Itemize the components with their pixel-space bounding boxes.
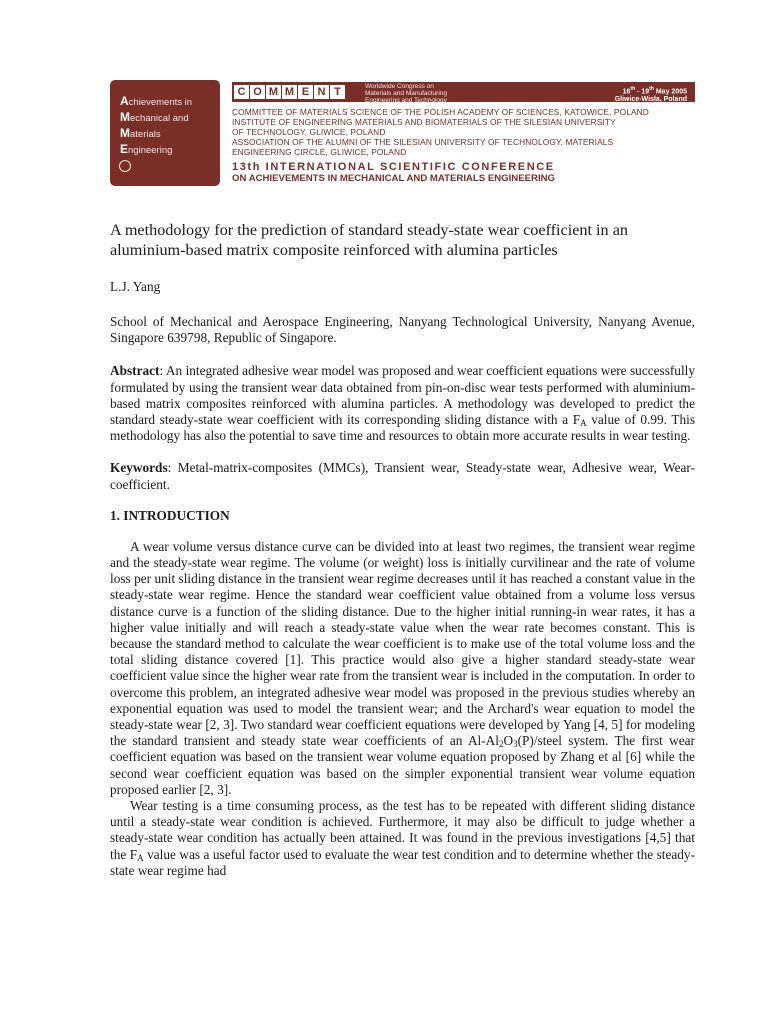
intro-paragraph: Wear testing is a time consuming process, as the test has to be repeated with different sliding distance until a steady-state wear condition is achieved. Furthermore, it may also be difficult to judge whether a steady-state wear condition has actually been attained. It was found in the previous investigations [4,5] that the $F_A$ value was a useful factor used to evaluate the wear test condition and to determine whether the steady-state wear regime had xyxy=(110,798,695,878)
logo-line: Engineering xyxy=(120,142,173,156)
gear-icon xyxy=(119,160,131,172)
comment-letter: C xyxy=(234,85,249,99)
conference-subtitle: ON ACHIEVEMENTS IN MECHANICAL AND MATERIALS ENGINEERING xyxy=(232,173,556,184)
keywords: Keywords: Metal-matrix-composites (MMCs), Transient wear, Steady-state wear, Adhesive wear, Wear-coefficient. xyxy=(110,460,695,492)
congress-name: Worldwide Congress on Materials and Manufacturing Engineering and Technology xyxy=(365,83,448,104)
logo-line: Mechanical and xyxy=(120,110,189,124)
comment-letter: N xyxy=(314,85,329,99)
paper-body xyxy=(110,220,695,879)
journal-logo xyxy=(110,80,220,186)
comment-banner xyxy=(232,80,695,186)
author: L.J. Yang xyxy=(110,279,161,294)
organizers: COMMITTEE OF MATERIALS SCIENCE OF THE POLISH ACADEMY OF SCIENCES, KATOWICE, POLAND INSTITUTE OF ENGINEERING MATERIALS AND BIOMATERIALS OF THE SILESIAN UNIVERSITY OF TECHNOLOGY, GLIWICE, POLAND ASSOCIATION OF THE ALUMNI OF THE SILESIAN UNIVERSITY OF TECHNOLOGY, MATERIALS ENGINEERING CIRCLE, GLIWICE, POLAND xyxy=(232,107,649,157)
comment-letter: M xyxy=(282,85,297,99)
affiliation: School of Mechanical and Aerospace Engineering, Nanyang Technological University, Nanyang Avenue, Singapore 639798, Republic of Singapore. xyxy=(110,314,695,346)
comment-letter: E xyxy=(298,85,313,99)
comment-letter: O xyxy=(250,85,265,99)
abstract: Abstract: An integrated adhesive wear model was proposed and wear coefficient equations were successfully formulated by using the transient wear data obtained from pin-on-disc wear tests performed with aluminium-based matrix composites reinforced with alumina particles. A methodology was developed to predict the standard steady-state wear coefficient with its corresponding sliding distance with a $F_A$ value of 0.99. This methodology has also the potential to save time and resources to obtain more accurate results in wear testing. xyxy=(110,363,695,444)
intro-paragraph: A wear volume versus distance curve can be divided into at least two regimes, the transient wear regime and the steady-state wear regime. The volume (or weight) loss is initially curvilinear and the rate of volume loss per unit sliding distance in the transient wear regime decreases until it has reached a constant value in the steady-state wear regime. Hence the standard wear coefficient value obtained from a volume loss versus distance curve is a function of the sliding distance. Due to the higher initial running-in wear rates, it has a higher value initially and will reach a steady-state value when the wear rate becomes constant. This is because the standard method to calculate the wear coefficient is to make use of the total volume loss and the total sliding distance covered [1]. This practice would also give a higher standard steady-state wear coefficient value since the higher wear rate from the transient wear is included in the computation. In order to overcome this problem, an integrated adhesive wear model was proposed in the previous studies whereby an exponential equation was used to model the transient wear; and the Archard's wear equation to model the steady-state wear [2, 3]. Two standard wear coefficient equations were developed by Yang [4, 5] for modeling the standard transient and steady state wear coefficients of an $Al-Al_2O_3(P)$/steel system. The first wear coefficient equation was based on the transient wear volume equation proposed by Zhang et al [6] while the second wear coefficient equation was based on the simpler exponential transient wear volume equation proposed earlier [2, 3]. xyxy=(110,538,695,797)
logo-line: Achievements in xyxy=(120,94,193,108)
section-title: 1. INTRODUCTION xyxy=(110,507,230,523)
conference-header xyxy=(110,80,695,186)
comment-letter: M xyxy=(266,85,281,99)
paper-title: A methodology for the prediction of standard steady-state wear coefficient in an aluminium-based matrix composite reinforced with alumina particles xyxy=(110,221,628,259)
conference-dates: 16th - 19th May 2005 Gliwice-Wisła, Poland xyxy=(614,86,687,104)
comment-logo xyxy=(234,85,345,99)
conference-title: 13th INTERNATIONAL SCIENTIFIC CONFERENCE xyxy=(232,161,555,173)
comment-letter: T xyxy=(330,85,345,99)
logo-line: Materials xyxy=(120,126,161,140)
comment-bar xyxy=(232,82,695,102)
